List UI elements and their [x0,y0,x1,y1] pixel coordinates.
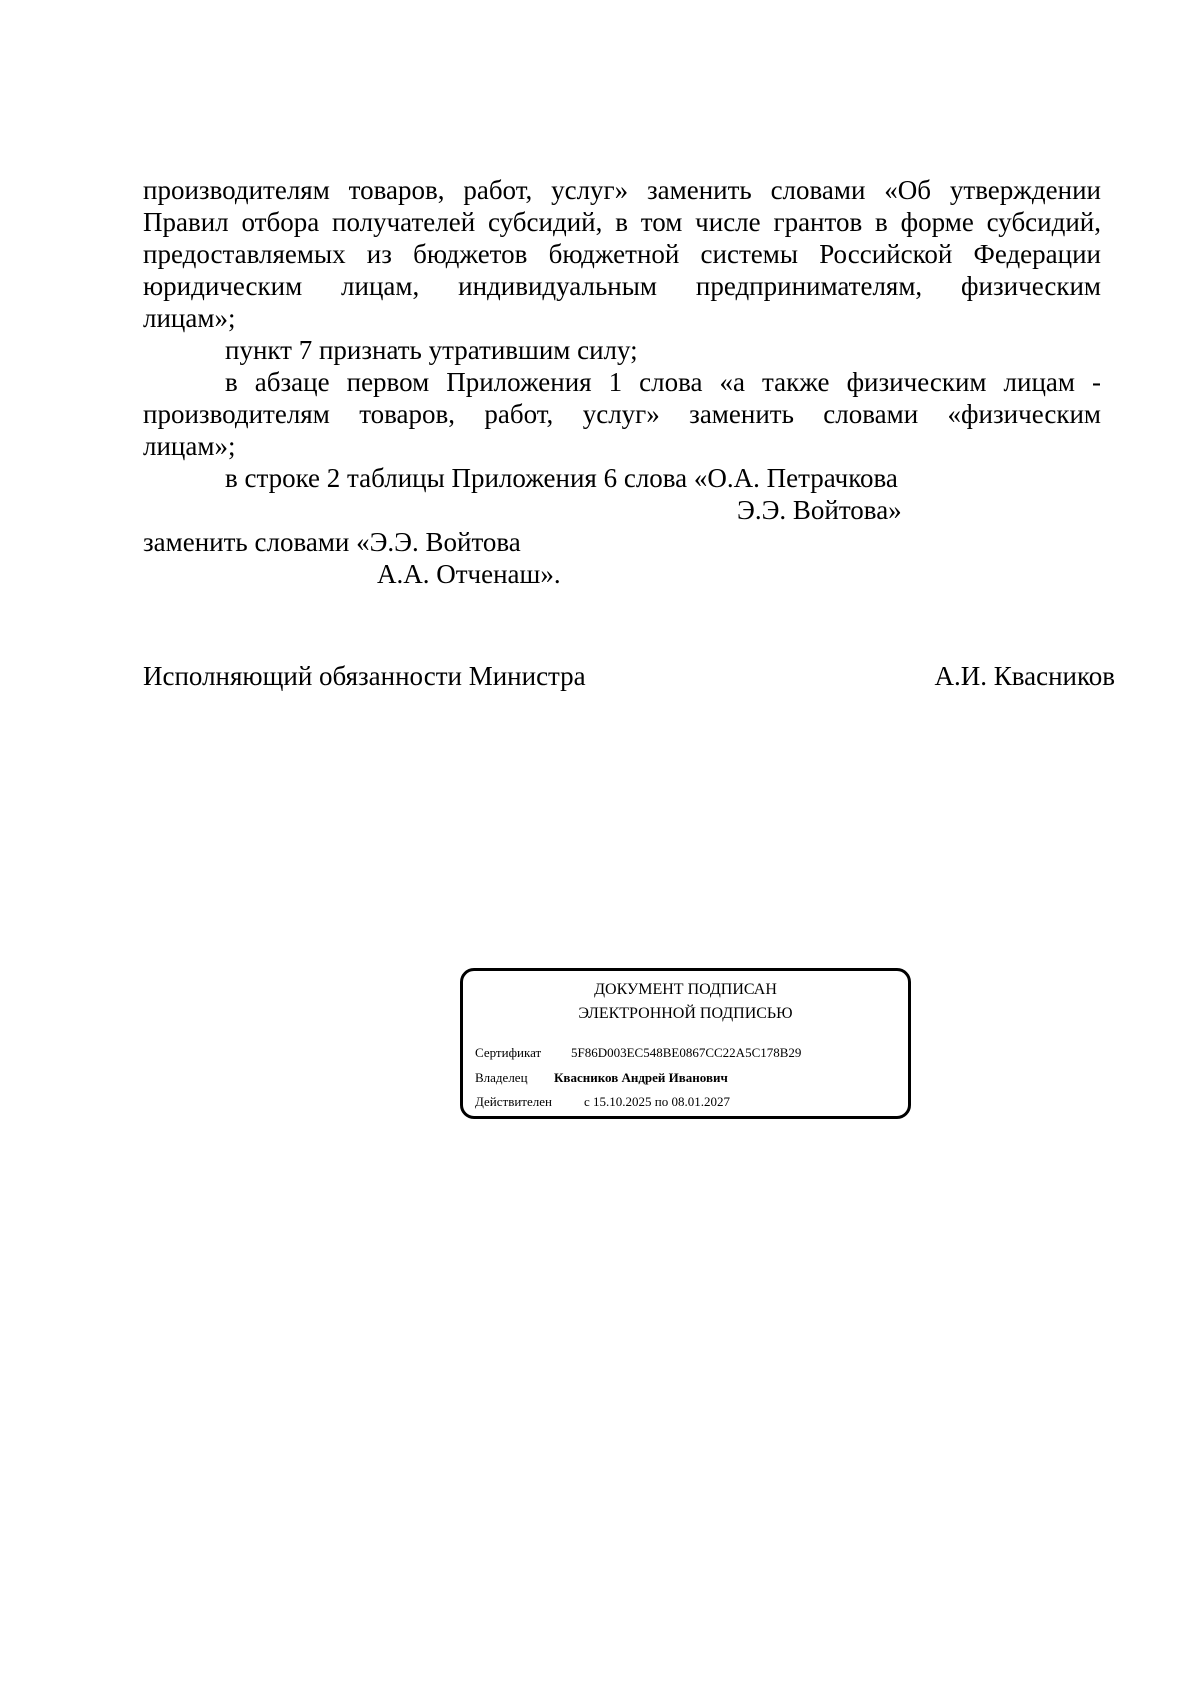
paragraph-line: А.А. Отченаш». [377,559,561,589]
valid-label: Действителен [475,1094,552,1109]
stamp-title-line1: ДОКУМЕНТ ПОДПИСАН [594,981,777,998]
certificate-label: Сертификат [475,1045,542,1060]
paragraph-line: в строке 2 таблицы Приложения 6 слова «О.А. Петрачкова [225,463,898,493]
valid-value: с 15.10.2025 по 08.01.2027 [584,1094,730,1109]
signatory-name: А.И. Квасников [934,661,1115,691]
certificate-value: 5F86D003EC548BE0867CC22A5C178B29 [571,1045,802,1060]
paragraph-line: предоставляемых из бюджетов бюджетной системы Российской Федерации [143,239,1101,269]
signatory-position: Исполняющий обязанности Министра [143,661,586,691]
paragraph-line: пункт 7 признать утратившим силу; [225,335,638,365]
paragraph-line: Правил отбора получателей субсидий, в том числе грантов в форме субсидий, [143,207,1101,237]
paragraph-line: лицам»; [143,431,236,461]
electronic-signature-stamp [460,968,911,1119]
paragraph-line: в абзаце первом Приложения 1 слова «а также физическим лицам - [225,367,1101,397]
stamp-title-line2: ЭЛЕКТРОННОЙ ПОДПИСЬЮ [578,1005,793,1022]
paragraph-line: производителям товаров, работ, услуг» заменить словами «физическим [143,399,1101,429]
paragraph-line: заменить словами «Э.Э. Войтова [143,527,521,557]
owner-value: Квасников Андрей Иванович [554,1070,728,1085]
paragraph-line: лицам»; [143,303,236,333]
paragraph-line: юридическим лицам, индивидуальным предпринимателям, физическим [143,271,1101,301]
owner-label: Владелец [475,1070,528,1085]
paragraph-line: Э.Э. Войтова» [737,495,902,525]
paragraph-line: производителям товаров, работ, услуг» заменить словами «Об утверждении [143,175,1101,205]
